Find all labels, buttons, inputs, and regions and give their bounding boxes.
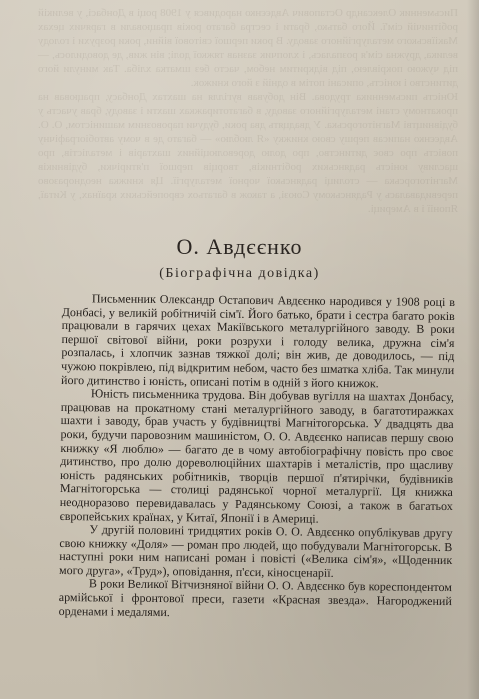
show-through-paragraph: Юність письменника трудова. Він добував вугілля на шахтах Донбасу, працював на прокатному стані металургійного заводу, в багатотиражках шахти і заводу, брав участь у будівництві Магнітогорська. У двадцять два роки, будучи паровозним машиністом, О. О. Авдєєнко написав першу свою книжку «Я люблю» — багато де в чому автобіографічну повість про своє дитинство, про долю дореволюційних шахтарів і металістів, про щасливу юність радянських робітників, творців першої п'ятирічки, будівників Магнітогорська — столиці радянської чорної металургії. Ця книжка неодноразово перевидавалась у Радянському Союзі, а також в багатьох європейських країнах, у Китаї, Японії і в Америці.: [38, 91, 458, 215]
page-title: О. Авдєєнко: [176, 234, 303, 259]
biography-text: [59, 292, 455, 622]
paragraph-thirties: У другій половині тридцятих років О. О. Авдєєнко опублікував другу свою книжку «Доля» — роман про людей, що побудували Магнітогорськ. В наступні роки ним написані роман і повісті («Велика сім'я», «Щоденник мого друга», «Труд»), оповідання, п'єси, кіносценарії.: [59, 522, 453, 580]
show-through-from-reverse-page: [38, 6, 458, 215]
paragraph-war-years: В роки Великої Вітчизняної війни О. О. Авдєєнко був кореспондентом армійської і фронтової преси, газети «Красная звезда». Нагороджений орденами і медалями.: [58, 576, 452, 619]
show-through-paragraph: Письменник Олександр Остапович Авдєєнко народився у 1908 році в Донбасі, у великій робітничій сім'ї. Його батько, брати і сестра багато років працювали в гарячих цехах Макіївського металургійного заводу. В роки першої світової війни, роки розрухи і голоду велика, дружна сім'я розпалась, і хлопчик зазнав тяжкої долі; він жив, де доводилось, — під чужою покрівлею, під відкритим небом, часто без шматка хліба. Так минули його дитинство і юність, описані потім в одній з його книжок.: [38, 7, 458, 89]
paragraph-youth: Юність письменника трудова. Він добував вугілля на шахтах Донбасу, працював на прокатному стані металургійного заводу, в багатотиражках шахти і заводу, брав участь у будівництві Магнітогорська. У двадцять два роки, будучи паровозним машиністом, О. О. Авдєєнко написав першу свою книжку «Я люблю» — багато де в чому автобіографічну повість про своє дитинство, про долю дореволюційних шахтарів і металістів, про щасливу юність радянських робітників, творців першої п'ятирічки, будівників Магнітогорська — столиці радянської чорної металургії. Ця книжка неодноразово перевидавалась у Радянському Союзі, а також в багатьох європейських країнах, у Китаї, Японії і в Америці.: [59, 386, 454, 526]
paragraph-origins: Письменник Олександр Остапович Авдєєнко народився у 1908 році в Донбасі, у великій робітничій сім'ї. Його батько, брати і сестра багато років працювали в гарячих цехах Макіївського металургійного заводу. В роки першої світової війни, роки розрухи і голоду велика, дружна сім'я розпалась, і хлопчик зазнав тяжкої долі; він жив, де доводилось, — під чужою покрівлею, під відкритим небом, часто без шматка хліба. Так минули його дитинство і юність, описані потім в одній з його книжок.: [61, 291, 455, 390]
page-subtitle: (Біографічна довідка): [159, 266, 320, 281]
page-spine-shadow: [467, 0, 479, 699]
